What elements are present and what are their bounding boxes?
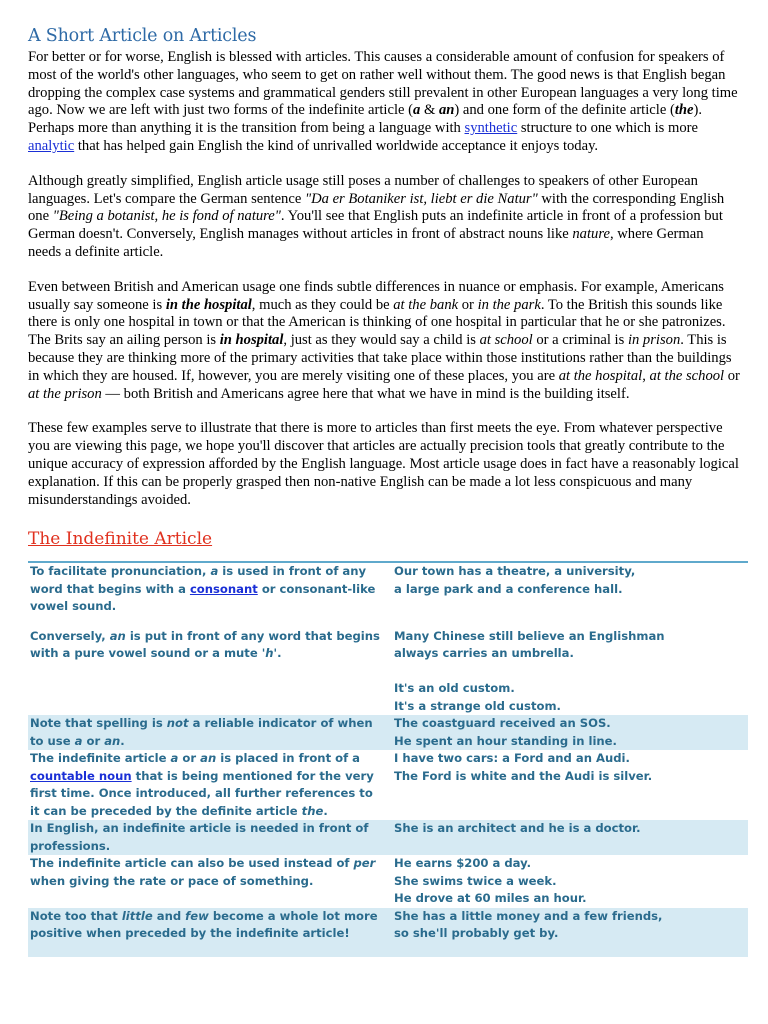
rule-cell [28, 855, 392, 908]
text: or [724, 367, 740, 384]
text: ) and one form of the definite article ( [454, 102, 675, 119]
rule-cell [28, 562, 392, 616]
text: that is being mentioned for the very first time. Once introduced, all further references to it can be preceded by the definite article [30, 768, 374, 818]
text: the [301, 803, 324, 818]
text: & [420, 102, 439, 119]
text: is placed in front of a [216, 751, 361, 766]
example-line: a large park and a conference hall. [394, 581, 623, 596]
example-cell [392, 562, 748, 616]
text: at the hospital [558, 367, 643, 384]
text: not [166, 716, 189, 731]
rule-cell [28, 628, 392, 716]
analytic-link[interactable]: analytic [28, 137, 75, 154]
table-row [28, 628, 748, 716]
text: ). Perhaps more than anything it is the transition from being a language with [28, 102, 702, 137]
example-cell [392, 715, 748, 750]
page-title: A Short Article on Articles [28, 26, 257, 46]
text: and [152, 908, 186, 923]
text: a [210, 564, 219, 579]
text: at school [479, 332, 533, 349]
text: For better or for worse, English is blessed with articles. This causes a considerable amount of confusion for speakers of most of the world's other languages, who seem to get on rather well without them. The good news is that English began dropping the complex case systems and grammatical genders still prevalent in other European languages a very long time ago. Now we are left with just two forms of the indefinite article ( [28, 49, 738, 119]
text: Note that spelling is [30, 716, 167, 731]
example-line: so she'll probably get by. [394, 926, 559, 941]
text: Note too that [30, 908, 122, 923]
text: "Da er Botaniker ist, liebt er die Natur" [304, 190, 538, 207]
example-cell [392, 908, 748, 943]
text: structure to one which is more [517, 120, 698, 137]
example-line: I have two cars: a Ford and an Audi. [394, 751, 630, 766]
rule-cell [28, 715, 392, 750]
example-line: Many Chinese still believe an Englishman [394, 628, 665, 643]
text: . This is because they are thinking more of the primary activities that take place within those institutions rather than the buildings in which they are housed. If, however, you are merely visiting one of these places, you are [28, 332, 732, 384]
countable-noun-link[interactable]: countable noun [30, 768, 132, 783]
text: a [170, 751, 179, 766]
text: at the school [649, 367, 725, 384]
example-cell [392, 820, 748, 855]
example-line: It's a strange old custom. [394, 698, 561, 713]
text: , where German needs a definite article. [28, 226, 704, 260]
text: is used in front of any word that begins with a [30, 564, 367, 596]
table-spacer [28, 943, 748, 957]
synthetic-link[interactable]: synthetic [464, 120, 518, 137]
table-row [28, 750, 748, 820]
text: in hospital [219, 332, 284, 349]
example-cell [392, 750, 748, 820]
example-line: The coastguard received an SOS. [394, 716, 611, 731]
text: . [277, 646, 282, 661]
example-line: always carries an umbrella. [394, 646, 574, 661]
text: when giving the rate or pace of something. [30, 873, 314, 888]
table-row [28, 715, 748, 750]
text: that has helped gain English the kind of unrivalled worldwide acceptance it enjoys today. [74, 137, 599, 154]
text: in the park [477, 296, 541, 313]
section-title: The Indefinite Article [28, 529, 213, 550]
example-line: He drove at 60 miles an hour. [394, 891, 587, 906]
example-line: Our town has a theatre, a university, [394, 564, 636, 579]
text: per [353, 856, 376, 871]
text: or [82, 733, 105, 748]
german-comparison-paragraph [28, 173, 740, 262]
text: an [109, 628, 126, 643]
text: — both British and Americans agree here that what we have in mind is the building itself. [101, 385, 630, 402]
text: or [458, 296, 478, 313]
text: Even between British and American usage one finds subtle differences in nuance or emphasis. For example, Americans usually say someone is [28, 278, 724, 313]
text: an [104, 733, 121, 748]
text: , much as they could be [251, 296, 394, 313]
rule-cell: In English, an indefinite article is needed in front of professions. [28, 820, 392, 855]
example-line: He earns $200 a day. [394, 856, 532, 871]
text: little [121, 908, 153, 923]
example-line: The Ford is white and the Audi is silver. [394, 768, 653, 783]
indefinite-article-table [28, 561, 748, 957]
text: the [674, 102, 694, 119]
table-spacer [28, 616, 748, 628]
text: with the corresponding English one [28, 190, 725, 225]
example-line: She is an architect and he is a doctor. [394, 821, 641, 836]
text: . You'll see that English puts an indefinite article in front of a profession but German doesn't. Conversely, English manages without articles in front of abstract nouns like [28, 208, 723, 243]
text: The indefinite article can also be used instead of [30, 856, 354, 871]
example-line: She swims twice a week. [394, 873, 557, 888]
text: or [178, 751, 201, 766]
table-row [28, 820, 748, 855]
text: Conversely, [30, 628, 110, 643]
example-blank-line [394, 663, 744, 681]
text: , just as they would say a child is [283, 332, 480, 349]
text: in the hospital [165, 296, 252, 313]
conclusion-paragraph: These few examples serve to illustrate that there is more to articles than first meets the eye. From whatever perspective you are viewing this page, we hope you'll discover that articles are actually precision tools that greatly contribute to the unique accuracy of expression afforded by the English language. Most article usage does in fact have a reasonably logical explanation. If this can be properly grasped then non-native English can be made a lot less conspicuous and many misunderstandings avoided. [28, 420, 739, 508]
text: . To the British this sounds like there is only one hospital in town or that the American is thinking of one hospital in particular that he or she patronizes. The Brits say an ailing person is [28, 296, 726, 349]
text: an [438, 102, 455, 119]
text: in prison [627, 332, 681, 349]
text: or consonant-like vowel sound. [30, 581, 376, 614]
text: is put in front of any word that begins with a pure vowel sound or a mute [30, 628, 380, 661]
text: . [323, 803, 328, 818]
table-row [28, 855, 748, 908]
text: a reliable indicator of when to use [30, 716, 373, 748]
text: a [74, 733, 83, 748]
text: become a whole lot more positive when preceded by the indefinite article! [30, 908, 378, 941]
intro-paragraph [28, 49, 740, 156]
rule-cell [28, 908, 392, 943]
text: , [642, 367, 650, 384]
text: few [185, 908, 209, 923]
text: at the prison [28, 385, 102, 402]
british-american-paragraph [28, 279, 740, 404]
text: at the bank [393, 296, 459, 313]
rule-cell [28, 750, 392, 820]
table-row [28, 562, 748, 616]
example-line: He spent an hour standing in line. [394, 733, 617, 748]
example-cell [392, 855, 748, 908]
example-cell [392, 628, 748, 716]
text: 'h' [261, 646, 278, 661]
text: nature [572, 226, 610, 243]
text: . [120, 733, 125, 748]
text: To facilitate pronunciation, [30, 564, 211, 579]
example-line: She has a little money and a few friends, [394, 908, 663, 923]
text: Although greatly simplified, English article usage still poses a number of challenges to speakers of other European languages. Let's compare the German sentence [28, 172, 698, 207]
table-row [28, 908, 748, 943]
text: a [413, 102, 421, 119]
text: "Being a botanist, he is fond of nature" [52, 208, 281, 225]
text: The indefinite article [30, 751, 171, 766]
text: an [200, 751, 217, 766]
example-line: It's an old custom. [394, 681, 515, 696]
text: or a criminal is [532, 332, 628, 349]
consonant-link[interactable]: consonant [189, 581, 258, 596]
